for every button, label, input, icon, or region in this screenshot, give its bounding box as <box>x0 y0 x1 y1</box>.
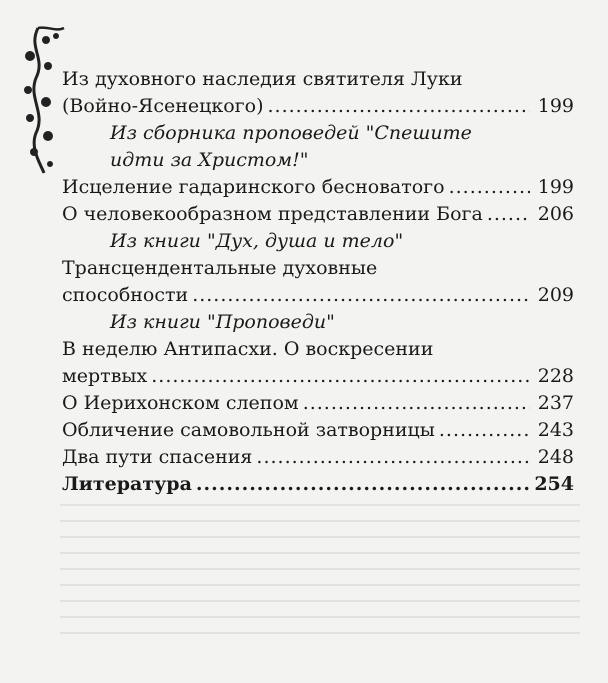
dot-leader <box>303 390 530 417</box>
toc-entry <box>62 390 574 417</box>
toc-entry-bibliography <box>62 471 574 498</box>
toc-page-number: 243 <box>537 419 574 441</box>
toc-entry-title: О Иерихонском слепом <box>62 392 299 414</box>
toc-entry-title: Литература <box>62 473 192 495</box>
toc-section-heading: идти за Христом!" <box>110 149 309 171</box>
toc-entry <box>62 363 574 390</box>
toc-entry-title: Два пути спасения <box>62 446 253 468</box>
toc-entry: Из духовного наследия святителя Луки <box>62 68 463 90</box>
dot-leader <box>267 93 530 120</box>
toc-entry <box>62 282 574 309</box>
toc-entry-title: способности <box>62 284 189 306</box>
show-through-text <box>60 490 580 670</box>
toc-section-heading: Из книги "Проповеди" <box>110 311 335 333</box>
dot-leader <box>196 471 530 498</box>
toc-entry-title: мертвых <box>62 365 148 387</box>
toc-entry-title: (Войно-Ясенецкого) <box>62 95 264 117</box>
toc-section-heading: Из книги "Дух, душа и тело" <box>110 230 404 252</box>
dot-leader <box>256 444 530 471</box>
toc-entry <box>62 444 574 471</box>
toc-page-number: 248 <box>537 446 574 468</box>
dot-leader <box>192 282 530 309</box>
toc-entry <box>62 417 574 444</box>
toc-page-number: 209 <box>537 284 574 306</box>
toc-page-number: 254 <box>534 473 574 495</box>
toc-page-number: 206 <box>537 203 574 225</box>
toc-entry-title: Обличение самовольной затворницы <box>62 419 435 441</box>
toc-entry-title: О человекообразном представлении Бога <box>62 203 483 225</box>
dot-leader <box>151 363 530 390</box>
dot-leader <box>439 417 530 444</box>
toc-page-number: 228 <box>537 365 574 387</box>
toc-entry-title: Исцеление гадаринского бесноватого <box>62 176 445 198</box>
toc-page-number: 237 <box>537 392 574 414</box>
dot-leader <box>449 174 530 201</box>
toc-entry <box>62 201 574 228</box>
toc-section-heading: Из сборника проповедей "Спешите <box>110 122 472 144</box>
table-of-contents <box>62 66 574 498</box>
toc-page-number: 199 <box>537 176 574 198</box>
dot-leader <box>487 201 530 228</box>
toc-page-number: 199 <box>537 95 574 117</box>
toc-entry: В неделю Антипасхи. О воскресении <box>62 338 434 360</box>
toc-entry <box>62 174 574 201</box>
toc-entry <box>62 93 574 120</box>
toc-entry: Трансцендентальные духовные <box>62 257 378 279</box>
